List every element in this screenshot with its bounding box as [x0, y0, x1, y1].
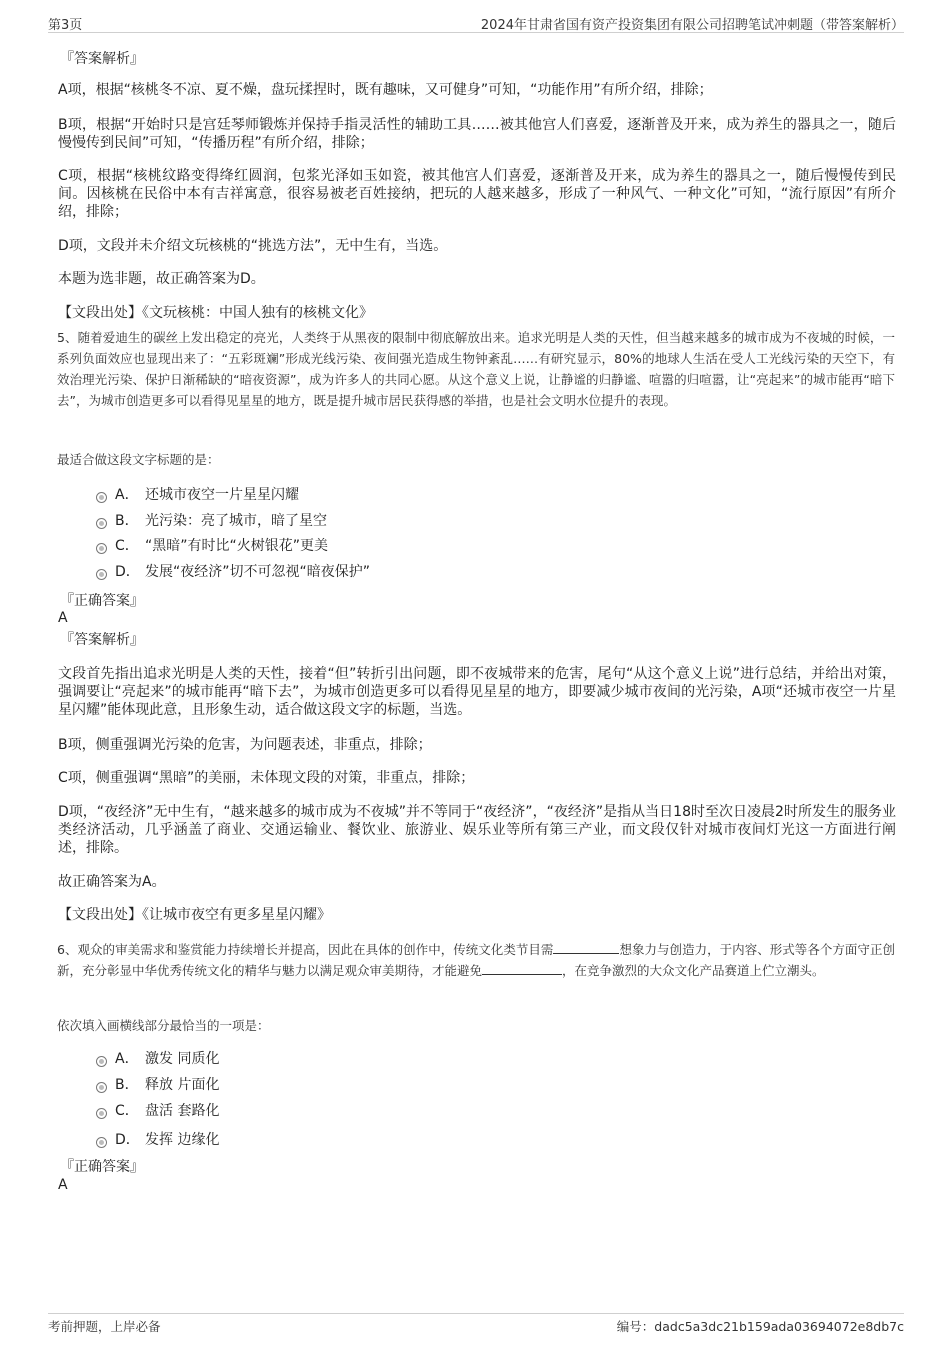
page-header: [48, 14, 904, 33]
analysis-option-d: D项，文段并未介绍文玩核桃的“挑选方法”，无中生有，当选。: [58, 238, 448, 254]
question-text-part: 6、观众的审美需求和鉴赏能力持续增长并提高，因此在具体的创作中，传统文化类节目需: [57, 942, 554, 957]
option-text: “黑暗”有时比“火树银花”更美: [145, 538, 329, 554]
q5-option-d[interactable]: [96, 563, 370, 581]
question-text-part: 想象力与创造力，于内容、形式等各个方面守正创新，充分彰显中华优秀传统文化的精华与魅力以满足观众审美期待，才能避免: [57, 942, 895, 978]
analysis-conclusion: 故正确答案为A。: [58, 874, 166, 890]
radio-icon[interactable]: [96, 518, 107, 529]
option-letter: B．: [115, 1077, 139, 1093]
radio-icon[interactable]: [96, 543, 107, 554]
option-letter: B．: [115, 513, 139, 529]
analysis-option-c: C项，根据“核桃纹路变得绛红圆润，包浆光泽如玉如瓷，被其他宫人们喜爱，逐渐普及开来，成为养生的器具之一，随后慢慢传到民间。因核桃在民俗中本有吉祥寓意，很容易被老百姓接纳，把玩的人越来越多，形成了一种风气、一种文化”可知，“流行原因”有所介绍，排除；: [58, 168, 896, 220]
option-letter: A．: [115, 1051, 139, 1067]
analysis-option-b: B项，根据“开始时只是宫廷琴师锻炼并保持手指灵活性的辅助工具……被其他宫人们喜爱，逐渐普及开来，成为养生的器具之一，随后慢慢传到民间”可知，“传播历程”有所介绍，排除；: [58, 117, 896, 151]
q6-option-d[interactable]: [96, 1131, 219, 1149]
option-text: 发挥 边缘化: [145, 1132, 220, 1148]
text-source: 【文段出处】《文玩核桃：中国人独有的核桃文化》: [58, 305, 373, 321]
radio-icon[interactable]: [96, 492, 107, 503]
radio-icon[interactable]: [96, 1056, 107, 1067]
q5-option-c[interactable]: [96, 537, 328, 555]
option-text: 释放 片面化: [145, 1077, 220, 1093]
q6-option-c[interactable]: [96, 1102, 219, 1120]
option-text: 光污染：亮了城市，暗了星空: [145, 513, 327, 529]
option-letter: C．: [115, 1103, 139, 1119]
question-6-text: [57, 939, 895, 981]
analysis-option-d: D项，“夜经济”无中生有，“越来越多的城市成为不夜城”并不等同于“夜经济”，“夜经济”是指从当日18时至次日凌晨2时所发生的服务业类经济活动，几乎涵盖了商业、交通运输业、餐饮业、旅游业、娱乐业等所有第三产业，而文段仅针对城市夜间灯光这一方面进行阐述，排除。: [58, 804, 896, 856]
correct-answer-label: 『正确答案』: [60, 1159, 144, 1175]
fill-blank-1: [553, 941, 619, 954]
fill-blank-2: [482, 962, 562, 975]
footer-slogan: 考前押题，上岸必备: [48, 1319, 161, 1334]
analysis-label: 『答案解析』: [60, 632, 144, 648]
question-text-part: ，在竞争激烈的大众文化产品赛道上伫立潮头。: [562, 963, 825, 978]
question-6-prompt: 依次填入画横线部分最恰当的一项是：: [57, 1018, 270, 1033]
text-source: 【文段出处】《让城市夜空有更多星星闪耀》: [58, 907, 331, 923]
option-letter: D．: [115, 564, 140, 580]
correct-answer: A: [58, 1177, 68, 1193]
option-text: 发展“夜经济”切不可忽视“暗夜保护”: [145, 564, 371, 580]
q5-option-b[interactable]: [96, 512, 327, 530]
question-5-prompt: 最适合做这段文字标题的是：: [57, 452, 220, 467]
analysis-main: 文段首先指出追求光明是人类的天性，接着“但”转折引出问题，即不夜城带来的危害，尾句“从这个意义上说”进行总结，并给出对策，强调要让“亮起来”的城市能再“暗下去”，为城市创造更多可以看得见星星的地方，即要减少城市夜间的光污染，A项“还城市夜空一片星星闪耀”能体现此意，且形象生动，适合做这段文字的标题，当选。: [58, 666, 896, 718]
page-number: 第3页: [48, 18, 83, 33]
correct-answer: A: [58, 610, 68, 626]
analysis-option-a: A项，根据“核桃冬不凉、夏不燥，盘玩揉捏时，既有趣味，又可健身”可知，“功能作用”有所介绍，排除；: [58, 82, 713, 98]
option-letter: D．: [115, 1132, 140, 1148]
option-text: 盘活 套路化: [145, 1103, 220, 1119]
option-letter: A．: [115, 487, 139, 503]
q6-option-a[interactable]: [96, 1050, 219, 1068]
document-title: 2024年甘肃省国有资产投资集团有限公司招聘笔试冲刺题（带答案解析）: [480, 18, 904, 33]
question-5-text: 5、随着爱迪生的碳丝上发出稳定的亮光，人类终于从黑夜的限制中彻底解放出来。追求光明是人类的天性，但当越来越多的城市成为不夜城的时候，一系列负面效应也显现出来了：“五彩斑斓”形成光线污染、夜间强光造成生物钟紊乱……有研究显示，80%的地球人生活在受人工光线污染的天空下，有效治理光污染、保护日渐稀缺的“暗夜资源”，成为许多人的共同心愿。从这个意义上说，让静谧的归静谧、喧嚣的归喧嚣，让“亮起来”的城市能再“暗下去”，为城市创造更多可以看得见星星的地方，既是提升城市居民获得感的举措，也是社会文明水位提升的表现。: [57, 330, 895, 408]
q6-option-b[interactable]: [96, 1076, 219, 1094]
q5-option-a[interactable]: [96, 486, 299, 504]
analysis-label: 『答案解析』: [60, 51, 144, 67]
analysis-option-c: C项，侧重强调“黑暗”的美丽，未体现文段的对策，非重点，排除；: [58, 770, 475, 786]
option-text: 还城市夜空一片星星闪耀: [145, 487, 299, 503]
option-text: 激发 同质化: [145, 1051, 220, 1067]
document-id: 编号：dadc5a3dc21b159ada03694072e8db7c: [616, 1319, 904, 1334]
analysis-conclusion: 本题为选非题，故正确答案为D。: [58, 271, 265, 287]
radio-icon[interactable]: [96, 1137, 107, 1148]
correct-answer-label: 『正确答案』: [60, 593, 144, 609]
analysis-option-b: B项，侧重强调光污染的危害，为问题表述，非重点，排除；: [58, 737, 432, 753]
radio-icon[interactable]: [96, 1108, 107, 1119]
radio-icon[interactable]: [96, 569, 107, 580]
page-footer: [48, 1313, 904, 1336]
option-letter: C．: [115, 538, 139, 554]
radio-icon[interactable]: [96, 1082, 107, 1093]
